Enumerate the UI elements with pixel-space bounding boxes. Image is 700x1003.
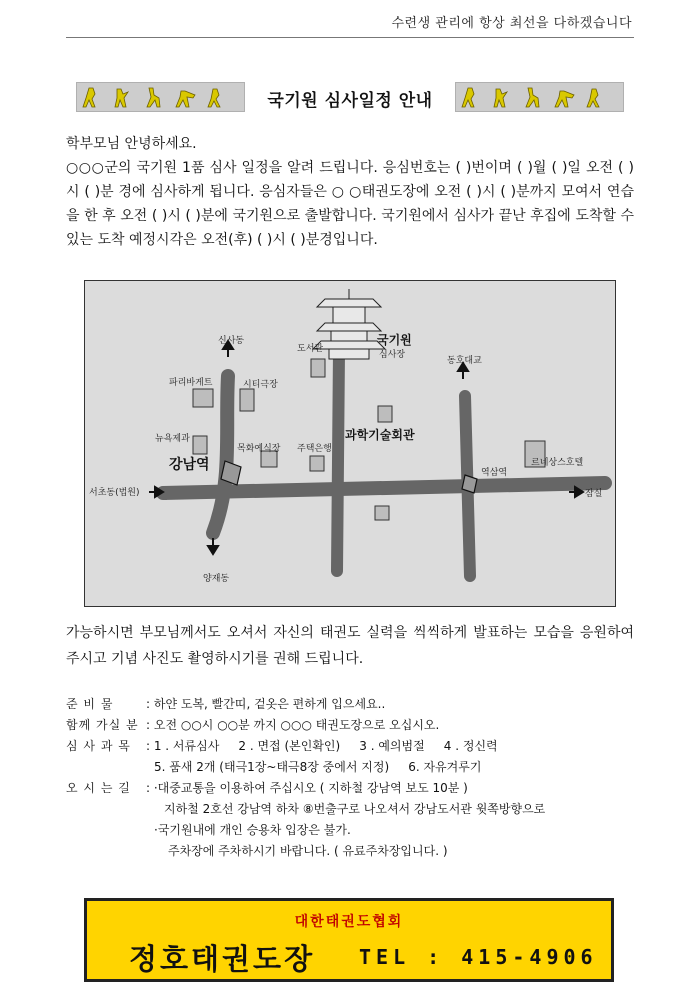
map-label-seocho: 서초동(법원) [89, 488, 140, 498]
map-label-jamsil: 잠실 [585, 489, 603, 499]
info-row-subjects [66, 736, 646, 757]
intro-section [66, 132, 634, 252]
map-label-yeoksam-station: 역삼역 [481, 468, 508, 478]
info-value-escort: : 오전 ○○시 ○○분 까지 ○○○ 태권도장으로 오십시오. [146, 718, 440, 732]
header-motto: 수련생 관리에 항상 최선을 다하겠습니다 [391, 16, 632, 31]
info-row-directions [66, 778, 646, 799]
info-label-prep: 준 비 물 [66, 697, 114, 711]
map-label-newyork-bakery: 뉴욕제과 [155, 434, 190, 444]
map-label-renaissance-hotel: 르네상스호텔 [531, 458, 584, 468]
info-label-subjects: 심 사 과 목 [66, 739, 131, 753]
map-label-dongho-bridge: 동호대교 [447, 356, 482, 366]
dojang-name: 정호태권도장 [129, 942, 316, 976]
info-label-directions: 오 시 는 길 [66, 781, 131, 795]
info-row-prep [66, 694, 646, 715]
info-value-directions-3: ·국기원내에 개인 승용차 입장은 불가. [154, 823, 351, 837]
map-label-paris-bakery: 파리바게트 [169, 378, 213, 388]
map-label-sinsadong: 신사동 [218, 336, 245, 346]
page-title: 국기원 심사일정 안내 [267, 91, 433, 111]
info-section [66, 694, 646, 862]
info-value-subjects-1: : 1 . 서류심사 2 . 면접 (본인확인) 3 . 예의범절 4 . 정신력 [146, 739, 498, 753]
info-value-directions-1: : ·대중교통을 이용하여 주십시오 ( 지하철 강남역 보도 10분 ) [146, 781, 468, 795]
info-row-escort [66, 715, 646, 736]
map-label-wedding-hall: 목화예식장 [237, 444, 281, 454]
map-label-yangjae: 양재동 [203, 574, 230, 584]
header-divider [66, 37, 634, 38]
map-label-library: 도서관 [297, 344, 324, 354]
association-name: 대한태권도협회 [294, 914, 404, 930]
map-label-housing-bank: 주택은행 [297, 444, 332, 454]
map-label-exam-hall: 심사장 [379, 350, 406, 360]
info-value-directions-4: 주차장에 주차하시기 바랍니다. ( 유료주차장입니다. ) [168, 844, 448, 858]
info-value-directions-2: 지하철 2호선 강남역 하차 ⑧번출구로 나오셔서 강남도서관 윗쪽방향으로 [164, 802, 546, 816]
location-map [84, 280, 616, 607]
closing-paragraph [66, 620, 634, 672]
map-label-science-hall: 과학기술회관 [345, 428, 415, 442]
intro-body: ○○○군의 국기원 1품 심사 일정을 알려 드립니다. 응심번호는 ( )번이며 ( )월 ( )일 오전 ( )시 ( )분 경에 심사하게 됩니다. 응심자들은 ○ ○태권도장에 오전 ( )시 ( )분까지 모여서 연습을 한 후 오전 ( )시 ( )분에 국기원으로 출발합니다. 국기원에서 심사가 끝난 후집에 도착할 수 있는 도착 예정시각은 오전(후) ( )시 ( )분경입니다. [66, 160, 634, 248]
map-label-kukkiwon: 국기원 [377, 333, 412, 347]
kukkiwon-building-icon [313, 289, 385, 359]
map-label-city-theater: 시티극장 [243, 380, 278, 390]
taekwondo-figures-banner-right [455, 82, 624, 112]
title-row [76, 82, 624, 112]
phone-number: TEL : 415-4906 [359, 945, 598, 969]
closing-text: 가능하시면 부모님께서도 오셔서 자신의 태권도 실력을 씩씩하게 발표하는 모습을 응원하여 주시고 기념 사진도 촬영하시기를 권해 드립니다. [66, 625, 634, 667]
info-value-subjects-2: 5. 품새 2개 (태극1장~태극8장 중에서 지정) 6. 자유겨루기 [154, 760, 482, 774]
greeting: 학부모님 안녕하세요. [66, 136, 197, 152]
info-label-escort: 함께 가실 분 [66, 718, 139, 732]
map-label-gangnam-station: 강남역 [169, 457, 210, 473]
info-value-prep: : 하얀 도복, 빨간띠, 겉옷은 편하게 입으세요.. [146, 697, 386, 711]
dojang-contact-box [84, 898, 614, 982]
